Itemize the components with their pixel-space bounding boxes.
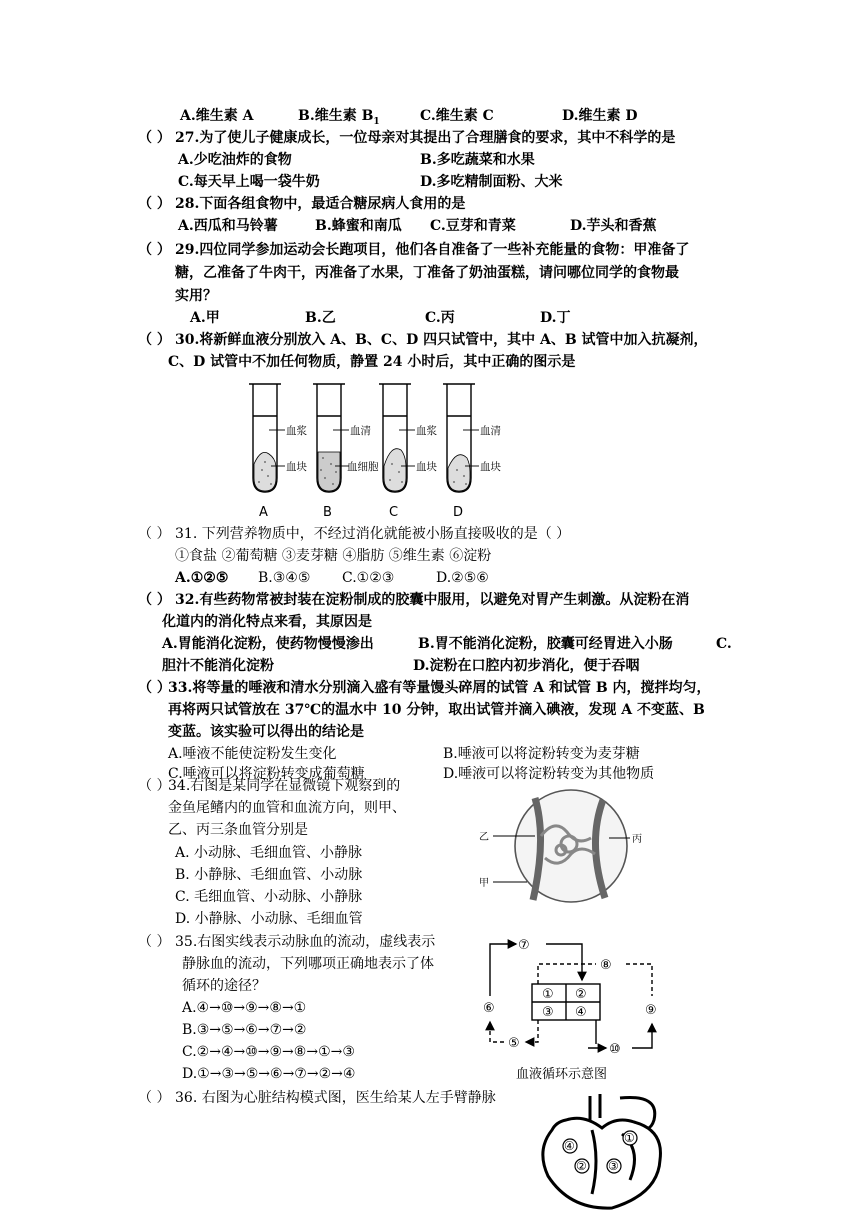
q33-paren: （ ） [138,680,171,696]
q27-stem: 27.为了使儿子健康成长，一位母亲对其提出了合理膳食的要求，其中不科学的是 [175,130,676,146]
q31-option-c: C.①②③ [342,570,395,586]
q29-option-b: B.乙 [305,310,336,326]
q29-option-d: D.丁 [540,310,571,326]
q34-stem-line1: 34.右图是某同学在显微镜下观察到的 [168,778,401,794]
q34-stem-line3: 乙、丙三条血管分别是 [168,822,308,838]
q33-option-d: D.唾液可以将淀粉转变为其他物质 [443,766,655,782]
circ-num-2: ② [575,987,587,1002]
q31-option-b: B.③④⑤ [258,570,311,586]
q35-stem-line3: 循环的途径？ [182,978,266,994]
q33-stem-line1: 33.将等量的唾液和清水分别滴入盛有等量馒头碎屑的试管 A 和试管 B 内，搅拌均匀， [168,680,711,696]
q32-stem-line2: 化道内的消化特点来看，其原因是 [162,614,372,630]
q29-option-c: C.丙 [425,310,455,326]
q33-stem-line2: 再将两只试管放在 37℃的温水中 10 分钟，取出试管并滴入碘液，发现 A 不变蓝、B [168,702,705,718]
label-yi: 乙 [479,832,489,843]
q29-option-a: A.甲 [190,310,220,326]
q35-paren: （ ） [138,934,171,950]
q31-paren: （ ） [138,526,171,542]
q31-option-d: D.②⑤⑥ [436,570,489,586]
circ-num-7: ⑦ [518,938,530,953]
heart-num-4: ④ [564,1139,575,1153]
q33-stem-line3: 变蓝。该实验可以得出的结论是 [168,724,364,740]
q28-stem: 28.下面各组食物中，最适合糖尿病人食用的是 [175,196,466,212]
q34-option-b: B. 小静脉、毛细血管、小动脉 [175,867,363,883]
q27-paren: （ ） [138,130,171,146]
tube-d-bottom-label: 血块 [480,461,501,473]
q26-option-b-subscript: 1 [373,116,380,127]
q28-option-d: D.芋头和香蕉 [570,218,657,234]
q31-items: ①食盐 ②葡萄糖 ③麦芽糖 ④脂肪 ⑤维生素 ⑥淀粉 [175,548,492,564]
tube-c-clot [384,449,406,491]
tube-a-bottom-label: 血块 [286,461,307,473]
q29-stem-line1: 29.四位同学参加运动会长跑项目，他们各自准备了一些补充能量的食物：甲准备了 [175,242,690,258]
tube-c-bottom-label: 血块 [416,461,437,473]
blood-circulation-figure [478,934,666,1084]
q27-option-c: C.每天早上喝一袋牛奶 [178,174,320,190]
q36-stem: 36. 右图为心脏结构模式图，医生给某人左手臂静脉 [175,1090,496,1106]
circ-num-8: ⑧ [600,958,612,973]
circ-num-6: ⑥ [483,1001,495,1016]
circ-num-10: ⑩ [609,1042,621,1057]
tube-d-top-label: 血清 [480,425,501,437]
q32-option-a: A.胃能消化淀粉，使药物慢慢渗出 [162,636,374,652]
q28-option-c: C.豆芽和青菜 [430,218,516,234]
q30-paren: （ ） [138,332,171,348]
heart-structure-figure [530,1090,680,1212]
q29-paren: （ ） [138,242,171,258]
tube-c-letter: C [389,505,399,520]
tube-c-top-label: 血浆 [416,425,437,437]
circ-num-9: ⑨ [645,1003,657,1018]
q27-option-a: A.少吃油炸的食物 [178,152,292,168]
tube-a-top-label: 血浆 [286,425,307,437]
tube-b-bottom-label: 血细胞 [347,461,379,473]
q26-option-c: C.维生素 C [420,108,494,124]
q34-option-d: D. 小静脉、小动脉、毛细血管 [175,911,363,927]
q33-option-c: C.唾液可以将淀粉转变成葡萄糖 [168,766,365,782]
q36-paren: （ ） [138,1090,171,1106]
q32-paren: （ ） [138,592,171,608]
circ-num-4: ④ [575,1005,587,1020]
q34-paren: （ ） [138,778,171,794]
q34-option-c: C. 毛细血管、小动脉、小静脉 [175,889,363,905]
q30-stem-line1: 30.将新鲜血液分别放入 A、B、C、D 四只试管中，其中 A、B 试管中加入抗凝剂， [175,332,708,348]
q35-option-a: A.④→⑩→⑨→⑧→① [182,1000,307,1016]
q35-option-d: D.①→③→⑤→⑥→⑦→②→④ [182,1066,356,1082]
heart-num-3: ③ [608,1159,619,1173]
q28-paren: （ ） [138,196,171,212]
q31-stem: 31. 下列营养物质中，不经过消化就能被小肠直接吸收的是（ ） [175,526,571,542]
tube-a-letter: A [259,505,268,520]
fish-tail-vessels-figure [475,788,660,910]
q32-option-d: D.淀粉在口腔内初步消化，便于吞咽 [413,658,640,674]
q35-option-b: B.③→⑤→⑥→⑦→② [182,1022,307,1038]
q28-option-a: A.西瓜和马铃薯 [178,218,278,234]
q27-option-b: B.多吃蔬菜和水果 [420,152,535,168]
test-tubes-figure [235,378,525,520]
tube-b-letter: B [323,505,332,520]
circulation-caption: 血液循环示意图 [516,1067,608,1082]
q34-option-a: A. 小动脉、毛细血管、小静脉 [175,845,363,861]
q32-option-c-text: 胆汁不能消化淀粉 [162,658,274,674]
q27-option-d: D.多吃精制面粉、大米 [420,174,563,190]
circ-num-3: ③ [542,1005,554,1020]
q35-option-c: C.②→④→⑩→⑨→⑧→①→③ [182,1044,355,1060]
q31-option-a: A.①②⑤ [175,570,229,586]
q34-stem-line2: 金鱼尾鳍内的血管和血流方向，则甲、 [168,800,406,816]
tube-a-clot [254,452,276,491]
q30-stem-line2: C、D 试管中不加任何物质，静置 24 小时后，其中正确的图示是 [168,354,576,370]
q33-option-a: A.唾液不能使淀粉发生变化 [168,746,337,762]
circ-num-5: ⑤ [508,1036,520,1051]
label-jia: 甲 [479,878,489,889]
q35-stem-line1: 35.右图实线表示动脉血的流动，虚线表示 [175,934,436,950]
heart-num-2: ② [576,1159,587,1173]
q26-option-a: A.维生素 A [180,108,254,124]
label-bing: 丙 [632,834,642,845]
tube-d-clot [448,455,470,491]
q32-option-b: B.胃不能消化淀粉，胶囊可经胃进入小肠 [418,636,673,652]
q33-option-b: B.唾液可以将淀粉转变为麦芽糖 [443,746,640,762]
q26-option-d: D.维生素 D [562,108,638,124]
q28-option-b: B.蜂蜜和南瓜 [315,218,402,234]
microscope-field [515,790,627,902]
q26-option-b: B.维生素 $B_1$ [298,108,380,127]
tube-b-top-label: 血清 [350,425,371,437]
q35-stem-line2: 静脉血的流动，下列哪项正确地表示了体 [182,956,434,972]
q32-option-c-letter: C. [716,636,732,652]
tube-d-letter: D [453,505,464,520]
heart-num-1: ① [624,1131,635,1145]
q29-stem-line2: 糖，乙准备了牛肉干，丙准备了水果，丁准备了奶油蛋糕，请问哪位同学的食物最 [175,265,679,281]
q32-stem-line1: 32.有些药物常被封装在淀粉制成的胶囊中服用，以避免对胃产生刺激。从淀粉在消 [175,592,690,608]
q29-stem-line3: 实用？ [175,288,217,304]
circ-num-1: ① [542,987,554,1002]
